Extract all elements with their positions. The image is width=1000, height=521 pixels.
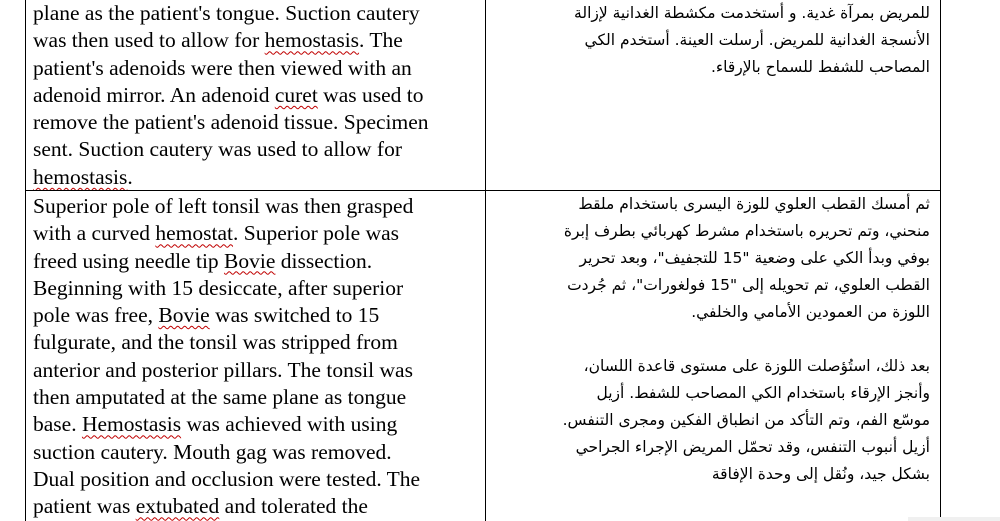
text-segment: remove the patient's adenoid tissue. Specimen — [33, 110, 429, 135]
arabic-text-line: منحني، وتم تحريره باستخدام مشرط كهربائي بطرف إبرة — [563, 222, 930, 240]
arabic-text-line: الأنسجة الغدانية للمريض. أرسلت العينة. أستخدم الكي — [584, 31, 930, 49]
text-segment: then amputated at the same plane as tongue — [33, 385, 407, 410]
text-segment: . — [127, 164, 133, 189]
text-segment: was achieved with using — [181, 412, 398, 437]
text-segment: freed using needle tip — [33, 248, 225, 273]
text-segment: pole was free, — [33, 303, 159, 328]
english-text-line — [33, 439, 483, 466]
spellcheck-flagged-word[interactable]: hemostasis — [264, 28, 360, 53]
text-segment: dissection. — [275, 248, 373, 273]
row1-english-cell[interactable] — [33, 0, 483, 190]
english-text-line — [33, 302, 483, 329]
english-text-line — [33, 164, 483, 190]
text-segment: Superior pole of left tonsil was then grasped — [33, 194, 414, 218]
arabic-text-line: موسّع الفم، وتم التأكد من انطباق الفكين ومجرى التنفس. — [562, 411, 930, 429]
text-segment: was used to — [317, 82, 424, 107]
arabic-text-line: وأنجز الإرقاء باستخدام الكي المصاحب للشفط. أزيل — [596, 384, 930, 402]
text-segment: adenoid mirror. An adenoid — [33, 82, 275, 107]
english-text-line — [33, 384, 483, 411]
arabic-text-line: اللوزة من العمودين الأمامي والخلفي. — [691, 303, 930, 321]
table-border-left — [25, 0, 26, 521]
arabic-text-line: بوفي وبدأ الكي على وضعية "15 للتجفيف"، وبعد تحرير — [579, 249, 930, 267]
english-text-line — [33, 466, 483, 493]
arabic-text-line: ثم أمسك القطب العلوي للوزة اليسرى باستخدام ملقط — [578, 195, 930, 213]
text-segment: fulgurate, and the tonsil was stripped from — [33, 330, 398, 355]
spellcheck-flagged-word[interactable]: hemostasis — [33, 164, 128, 189]
text-segment: patient was — [33, 494, 136, 519]
arabic-text-line: القطب العلوي، تم تحويله إلى "15 فولغورات"، ثم جُردت — [567, 276, 930, 294]
english-text-line — [33, 220, 483, 247]
arabic-text-line: المصاحب للشفط للسماح بالإرقاء. — [710, 58, 930, 76]
english-text-line — [33, 275, 483, 302]
text-segment: patient's adenoids were then viewed with an — [33, 55, 412, 80]
text-segment: Beginning with 15 desiccate, after superior — [33, 275, 404, 300]
text-segment: sent. Suction cautery was used to allow for — [33, 137, 402, 162]
english-text-line — [33, 55, 483, 82]
english-text-line — [33, 329, 483, 356]
text-segment: was switched to 15 — [209, 303, 380, 328]
english-text-line — [33, 82, 483, 109]
text-segment: suction cautery. Mouth gag was removed. — [33, 439, 392, 464]
spellcheck-flagged-word[interactable]: curet — [274, 82, 318, 107]
arabic-text-line: بشكل جيد، ونُقل إلى وحدة الإفاقة — [711, 465, 930, 483]
spellcheck-flagged-word[interactable]: extubated — [135, 494, 220, 519]
english-text-line — [33, 248, 483, 275]
english-text-line — [33, 357, 483, 384]
arabic-text-line: للمريض بمرآة غدية. و أستخدمت مكشطة الغدانية لإزالة — [574, 4, 930, 22]
row2-arabic-cell[interactable] — [490, 191, 930, 521]
english-text-line — [33, 27, 483, 54]
text-segment: . The — [359, 28, 403, 53]
table-border-right — [940, 0, 941, 521]
spellcheck-flagged-word[interactable]: Bovie — [158, 303, 210, 328]
table-border-middle — [485, 0, 486, 521]
english-text-line — [33, 109, 483, 136]
spellcheck-flagged-word[interactable]: Hemostasis — [81, 412, 182, 437]
paragraph-gap — [490, 326, 930, 353]
row1-arabic-cell[interactable] — [490, 0, 930, 190]
english-text-line — [33, 193, 483, 220]
english-text-line — [33, 0, 483, 27]
english-text-line — [33, 136, 483, 163]
text-segment: and tolerated the — [219, 494, 368, 519]
text-segment: . Superior pole was — [233, 221, 400, 246]
spellcheck-flagged-word[interactable]: Bovie — [224, 248, 276, 273]
spellcheck-flagged-word[interactable]: hemostat — [155, 221, 234, 246]
text-segment: plane as the patient's tongue. Suction cautery — [33, 1, 420, 25]
text-segment: was then used to allow for — [33, 28, 265, 53]
arabic-text-line: أزيل أنبوب التنفس، وقد تحمّل المريض الإجراء الجراحي — [575, 438, 930, 456]
english-text-line — [33, 493, 483, 520]
bottom-status-strip — [908, 517, 1000, 521]
text-segment: Dual position and occlusion were tested. The — [33, 466, 421, 491]
text-segment: base. — [33, 412, 82, 437]
english-text-line — [33, 411, 483, 438]
row2-english-cell[interactable] — [33, 193, 483, 521]
text-segment: anterior and posterior pillars. The tonsil was — [33, 357, 413, 382]
text-segment: with a curved — [33, 221, 156, 246]
arabic-text-line: بعد ذلك، استُؤصلت اللوزة على مستوى قاعدة اللسان، — [583, 357, 930, 375]
